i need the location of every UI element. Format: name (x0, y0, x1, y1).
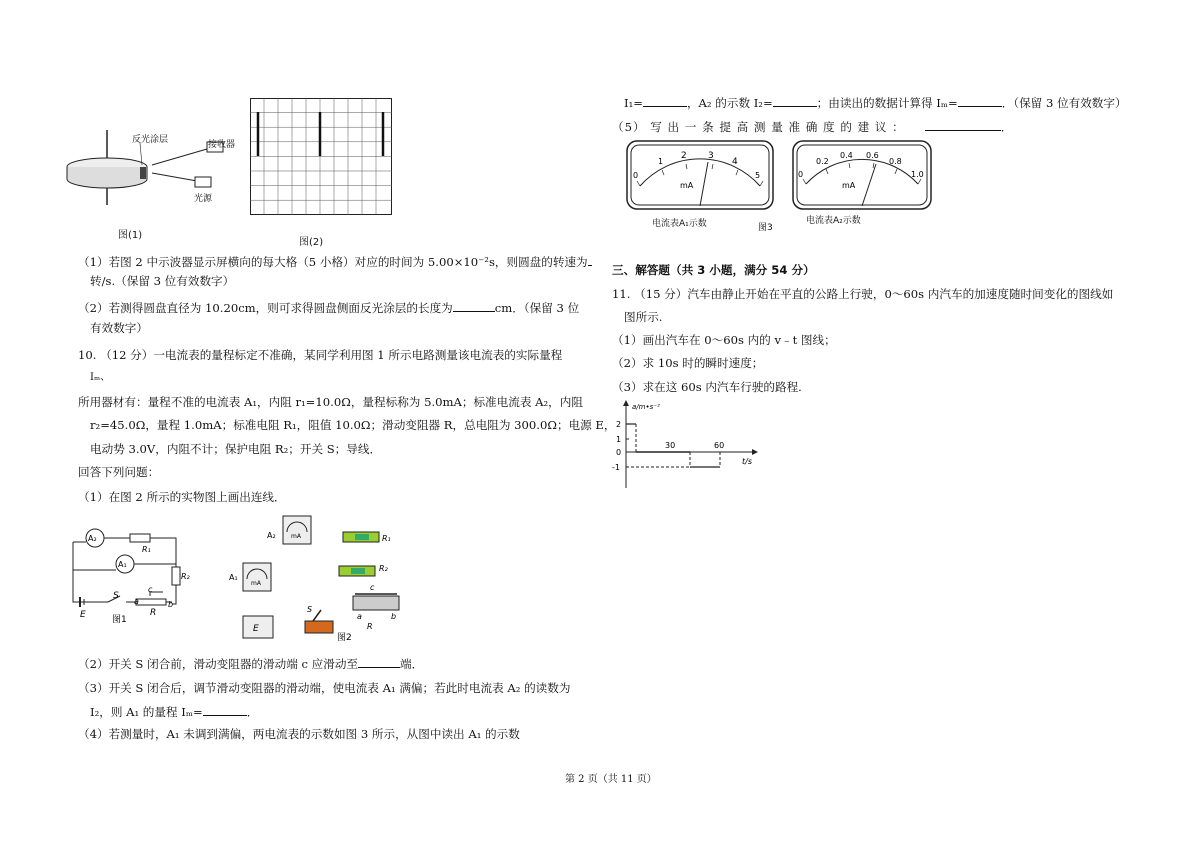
meter-a2-tick-1: 0.2 (816, 157, 829, 166)
q11-heading-cont: 图所示. (624, 310, 663, 324)
q10-part2-end: 端． (400, 657, 424, 671)
circuit-label-a: a (134, 597, 139, 606)
q10-materials-3: 电动势 3.0V，内阻不计；保护电阻 R₂；开关 S；导线． (90, 442, 382, 456)
meter-a1-tick-3: 3 (708, 151, 714, 161)
q10-heading: 10. （12 分）一电流表的量程标定不准确，某同学利用图 1 所示电路测量该电流表的实际量程 (78, 348, 563, 362)
meter-a1-unit: mA (680, 181, 694, 190)
graph-xtick-30: 30 (665, 441, 676, 450)
apparatus-label-r: R (367, 622, 373, 631)
meter-a2-unit: mA (842, 181, 856, 190)
q10-part1: （1）在图 2 所示的实物图上画出连线． (78, 490, 286, 504)
circuit-caption: 图1 (112, 615, 127, 625)
graph-ytick-2: 2 (616, 420, 622, 429)
q9-part2 (78, 299, 579, 317)
q9-part1-text: （1）若图 2 中示波器显示屏横向的每大格（5 小格）对应的时间为 5.00×10⁻²s，则圆盘的转速为 (78, 255, 588, 269)
q10-part5-end: ． (1000, 120, 1013, 134)
meter-a1 (626, 140, 774, 210)
circuit-label-r1: R₁ (142, 545, 151, 554)
q10-blank-im[interactable] (203, 703, 247, 716)
graph-xlabel: t/s (742, 457, 752, 466)
graph-ytick-neg1: -1 (612, 463, 620, 472)
q10-part4-end: ．（保留 3 位有效数字） (1001, 96, 1127, 110)
q9-part1-cont: 转/s.（保留 3 位有效数字） (90, 274, 235, 288)
circuit-label-r2: R₂ (181, 572, 190, 581)
circuit-label-r: R (150, 608, 157, 618)
meter-a2 (792, 140, 932, 210)
q9-part2-text: （2）若测得圆盘直径为 10.20cm，则可求得圆盘侧面反光涂层的长度为 (78, 301, 453, 315)
section-3-title: 三、解答题（共 3 小题，满分 54 分） (612, 263, 815, 277)
apparatus-label-a2: A₂ (267, 531, 276, 540)
caption-fig1: 图(1) (118, 230, 143, 241)
q11-part2: （2）求 10s 时的瞬时速度； (612, 356, 764, 370)
meter-a2-tick-2: 0.4 (840, 151, 853, 160)
q10-part2 (78, 655, 423, 673)
fig3-caption: 图3 (758, 223, 773, 233)
apparatus-label-r1: R₁ (382, 534, 391, 543)
q10-blank-i2[interactable] (773, 94, 817, 107)
q10-heading-cont: Iₘ、 (90, 372, 111, 383)
q10-answer-intro: 回答下列问题： (78, 465, 160, 479)
q10-blank-i1[interactable] (643, 94, 687, 107)
q11-heading: 11. （15 分）汽车由静止开始在平直的公路上行驶，0～60s 内汽车的加速度随时间变化的图线如 (612, 287, 1114, 301)
apparatus-caption: 图2 (337, 633, 352, 643)
circuit-label-e: E (80, 610, 86, 620)
q9-blank-speed[interactable] (588, 253, 592, 266)
q10-i1-label: I₁= (624, 96, 643, 110)
apparatus-label-a: a (357, 612, 362, 621)
apparatus-a2-unit: mA (291, 533, 301, 540)
graph-ylabel: a/m•s⁻² (632, 403, 660, 411)
q10-blank-im2[interactable] (958, 94, 1002, 107)
q10-materials-1: 所用器材有：量程不准的电流表 A₁，内阻 r₁=10.0Ω，量程标称为 5.0mA；标准电流表 A₂，内阻 (78, 395, 583, 409)
apparatus-label-r2: R₂ (379, 564, 388, 573)
meter-a2-tick-5: 1.0 (911, 170, 924, 179)
circuit-label-s: S (113, 591, 119, 601)
meter-a1-tick-2: 2 (681, 151, 687, 161)
apparatus-a1-unit: mA (251, 580, 261, 587)
q9-part1 (78, 253, 592, 271)
apparatus-label-c: c (370, 583, 375, 592)
q9-part2-unit: cm．（保留 3 位 (494, 301, 580, 315)
meter-a2-tick-4: 0.8 (889, 157, 902, 166)
q10-part4: （4）若测量时，A₁ 未调到满偏，两电流表的示数如图 3 所示，从图中读出 A₁ 的示数 (78, 727, 520, 741)
label-source: 光源 (194, 194, 213, 204)
q10-part5-text: （5） 写 出 一 条 提 高 测 量 准 确 度 的 建 议 ： (612, 120, 905, 134)
meter-a1-tick-5: 5 (755, 171, 761, 180)
label-coating: 反光涂层 (132, 135, 169, 145)
apparatus-label-a1: A₁ (229, 573, 238, 582)
meter-a2-label: 电流表A₂示数 (806, 216, 861, 226)
q9-blank-length[interactable] (453, 299, 495, 312)
circuit-label-c: c (148, 585, 153, 594)
apparatus-label-e: E (253, 624, 259, 634)
circuit-label-a1: A₁ (118, 560, 127, 569)
q10-part3-text: I₂，则 A₁ 的量程 Iₘ= (90, 705, 203, 719)
circuit-label-a2: A₂ (88, 534, 97, 543)
apparatus-diagram (225, 508, 415, 648)
label-receiver: 接收器 (208, 140, 236, 150)
apparatus-label-b: b (391, 612, 397, 621)
q10-part3: （3）开关 S 闭合后，调节滑动变阻器的滑动端，使电流表 A₁ 满偏；若此时电流表 A₂ 的读数为 (78, 681, 571, 695)
q11-part3: （3）求在这 60s 内汽车行驶的路程. (612, 380, 802, 394)
meter-a2-tick-3: 0.6 (866, 151, 879, 160)
q10-part4-cont (624, 94, 1127, 112)
page-footer: 第 2 页（共 11 页） (565, 774, 657, 785)
q10-i2-label: ，A₂ 的示数 I₂= (686, 96, 773, 110)
circuit-label-b: b (168, 600, 174, 609)
acceleration-graph (610, 398, 760, 490)
q10-blank-suggestion[interactable] (925, 118, 1001, 131)
q11-part1: （1）画出汽车在 0～60s 内的 v﹣t 图线； (612, 333, 836, 347)
q10-part3-end: ． (246, 705, 259, 719)
q10-im-label: ；由读出的数据计算得 Iₘ= (816, 96, 958, 110)
meter-a1-tick-4: 4 (732, 157, 738, 167)
q9-part2-cont: 有效数字） (90, 321, 148, 335)
q10-part2-text: （2）开关 S 闭合前，滑动变阻器的滑动端 c 应滑动至 (78, 657, 359, 671)
caption-fig2: 图(2) (299, 237, 324, 248)
q10-blank-end[interactable] (358, 655, 400, 668)
apparatus-label-s: S (307, 605, 313, 614)
q10-part3-cont (90, 703, 258, 721)
graph-ytick-1: 1 (616, 435, 622, 444)
meter-a1-tick-1: 1 (658, 157, 664, 166)
meter-a2-tick-0: 0 (798, 170, 804, 179)
q10-part5 (612, 118, 1012, 136)
graph-xtick-60: 60 (714, 441, 725, 450)
circuit-diagram (68, 522, 198, 627)
q10-materials-2: r₂=45.0Ω，量程 1.0mA；标准电阻 R₁，阻值 10.0Ω；滑动变阻器 R，总电阻为 300.0Ω；电源 E， (90, 418, 616, 432)
meter-a1-tick-0: 0 (633, 171, 639, 180)
figure-oscilloscope (250, 98, 392, 215)
graph-ytick-0: 0 (616, 448, 622, 457)
meter-a1-label: 电流表A₁示数 (652, 219, 707, 229)
